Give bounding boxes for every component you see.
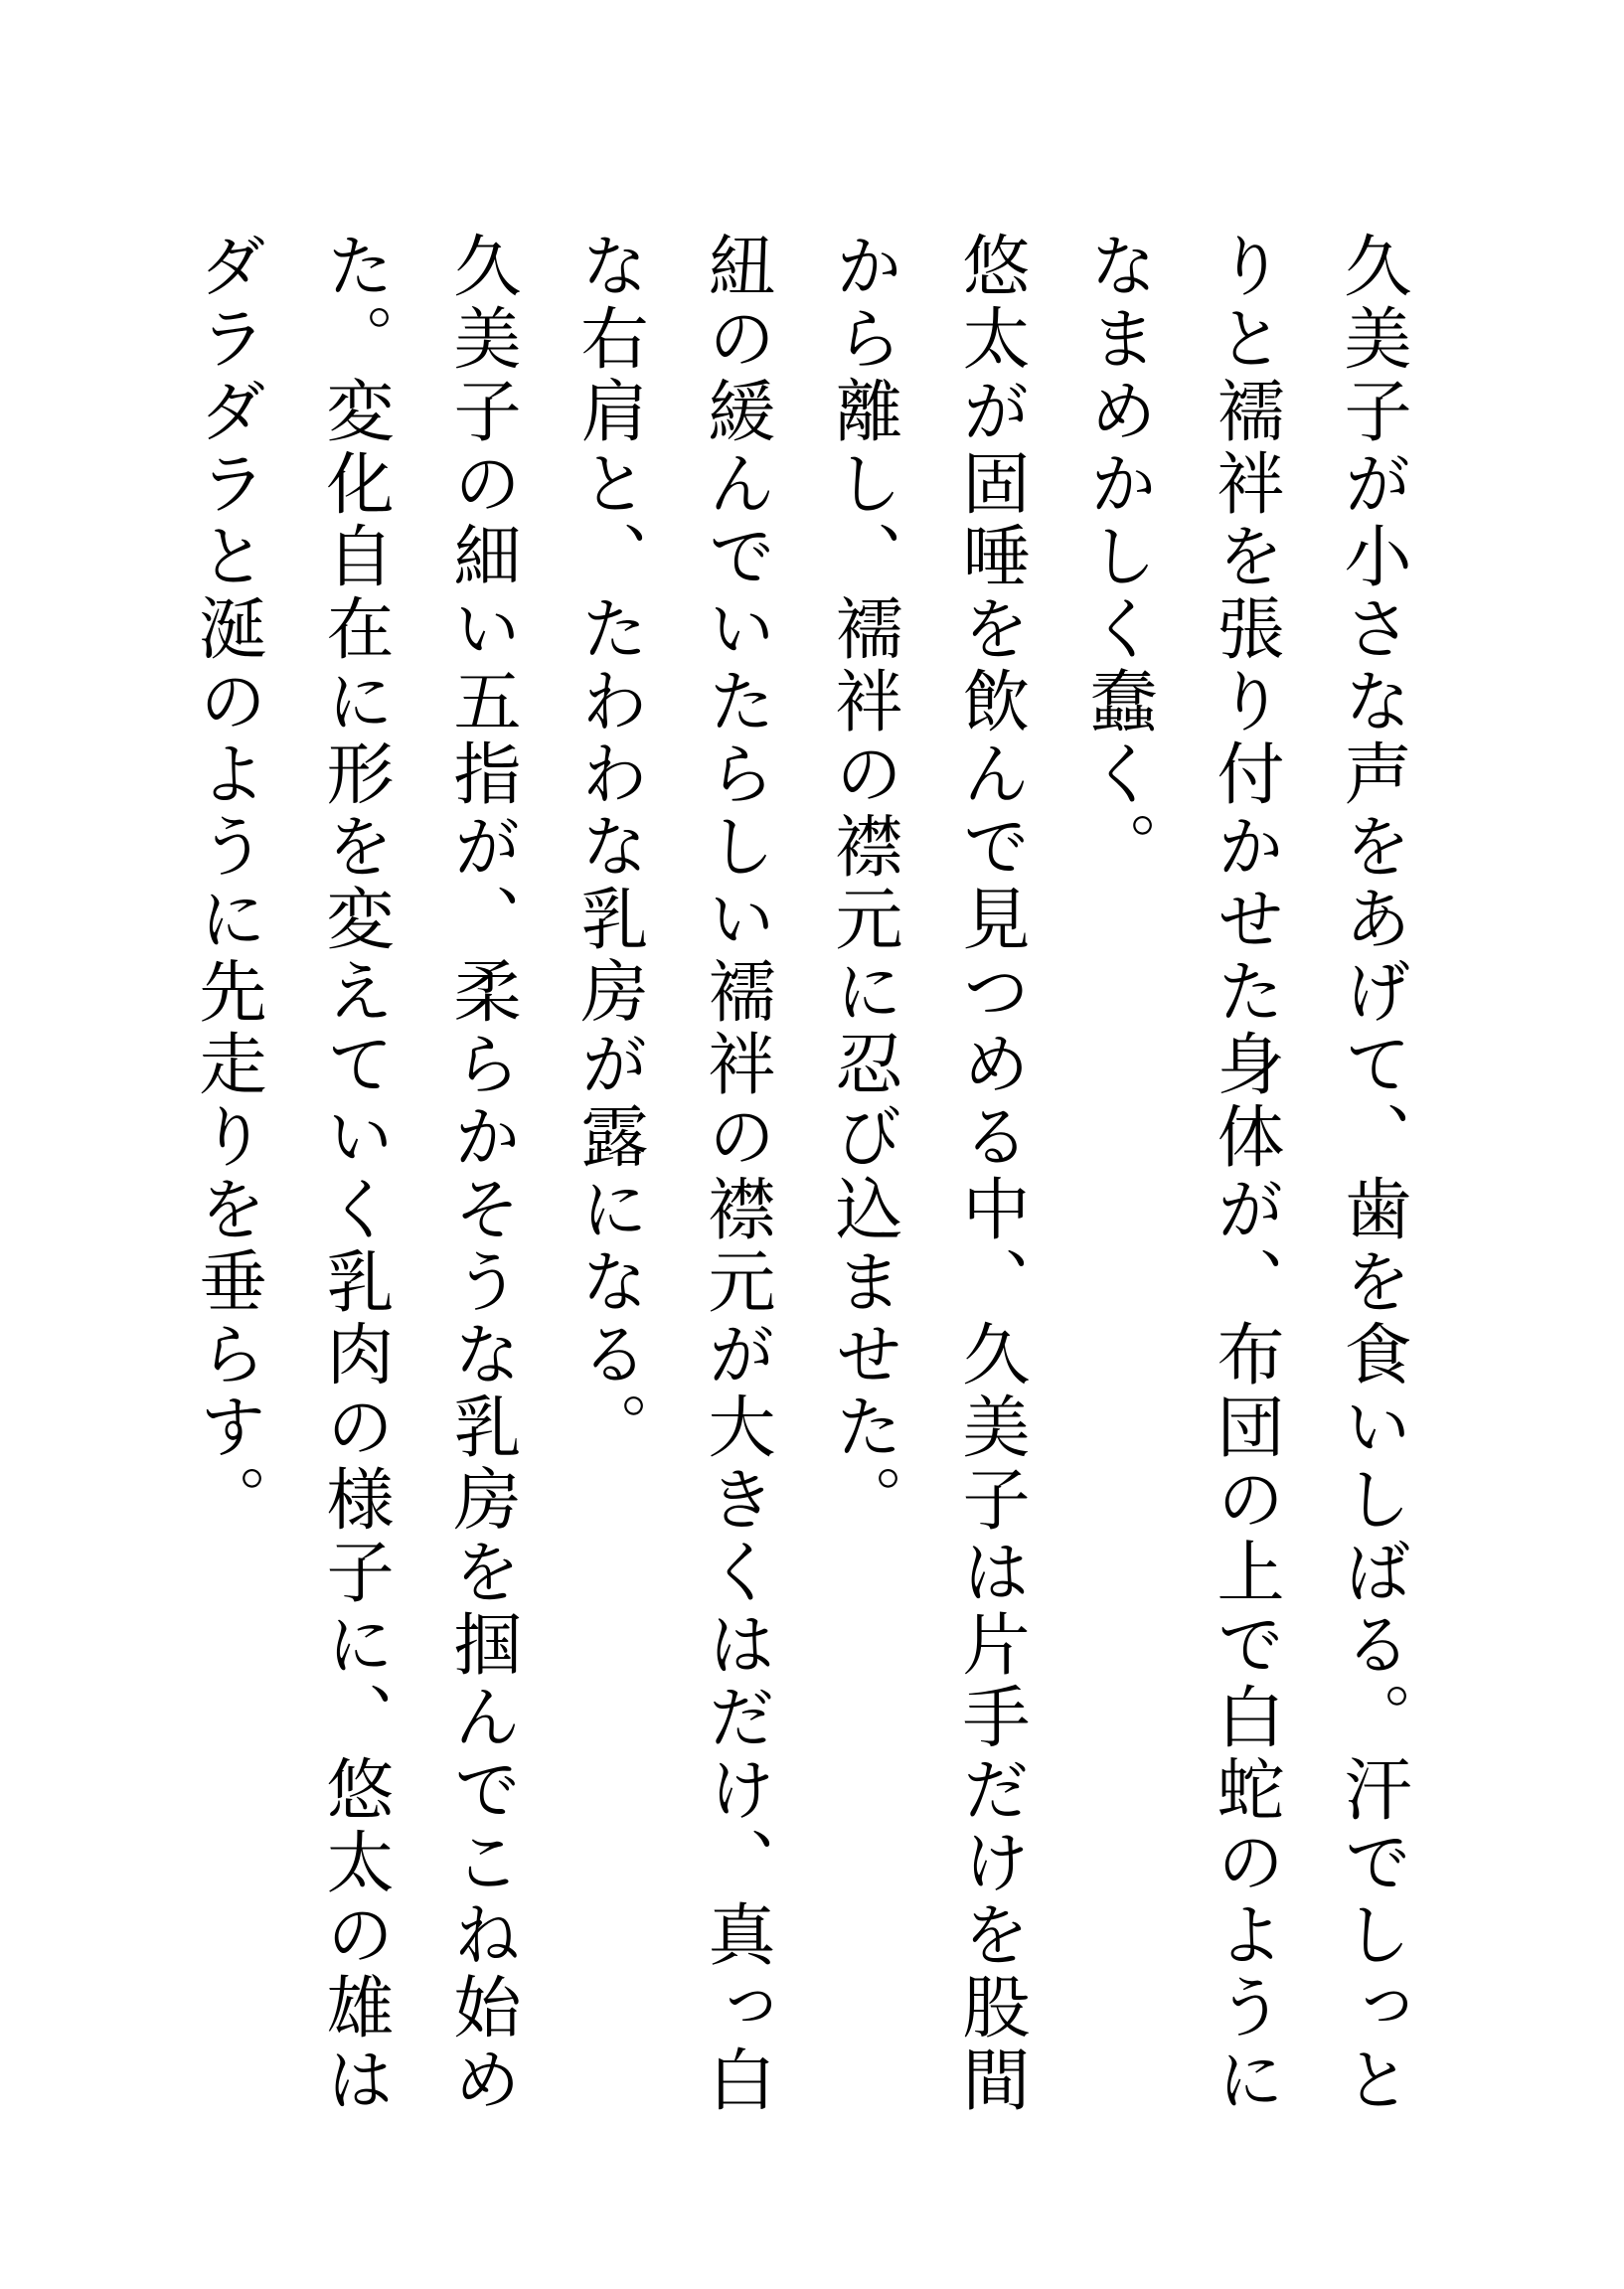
paragraph-3: 紐の緩んでいたらしい襦袢の襟元が大きくはだけ、真っ白な右肩と、たわわな乳房が露になる。 — [569, 231, 775, 2117]
vertical-text-block — [163, 231, 1435, 2139]
paragraph-1: 久美子が小さな声をあげて、歯を食いしばる。汗でしっとりと襦袢を張り付かせた身体が、布団の上で白蛇のようになまめかしく蠢く。 — [1078, 231, 1411, 2117]
paragraph-2: 悠太が固唾を飲んで見つめる中、久美子は片手だけを股間から離し、襦袢の襟元に忍び込ませた。 — [824, 231, 1030, 2117]
paragraph-4: 久美子の細い五指が、柔らかそうな乳房を掴んでこね始めた。変化自在に形を変えていく乳肉の様子に、悠太の雄はダラダラと涎のように先走りを垂らす。 — [188, 231, 521, 2117]
